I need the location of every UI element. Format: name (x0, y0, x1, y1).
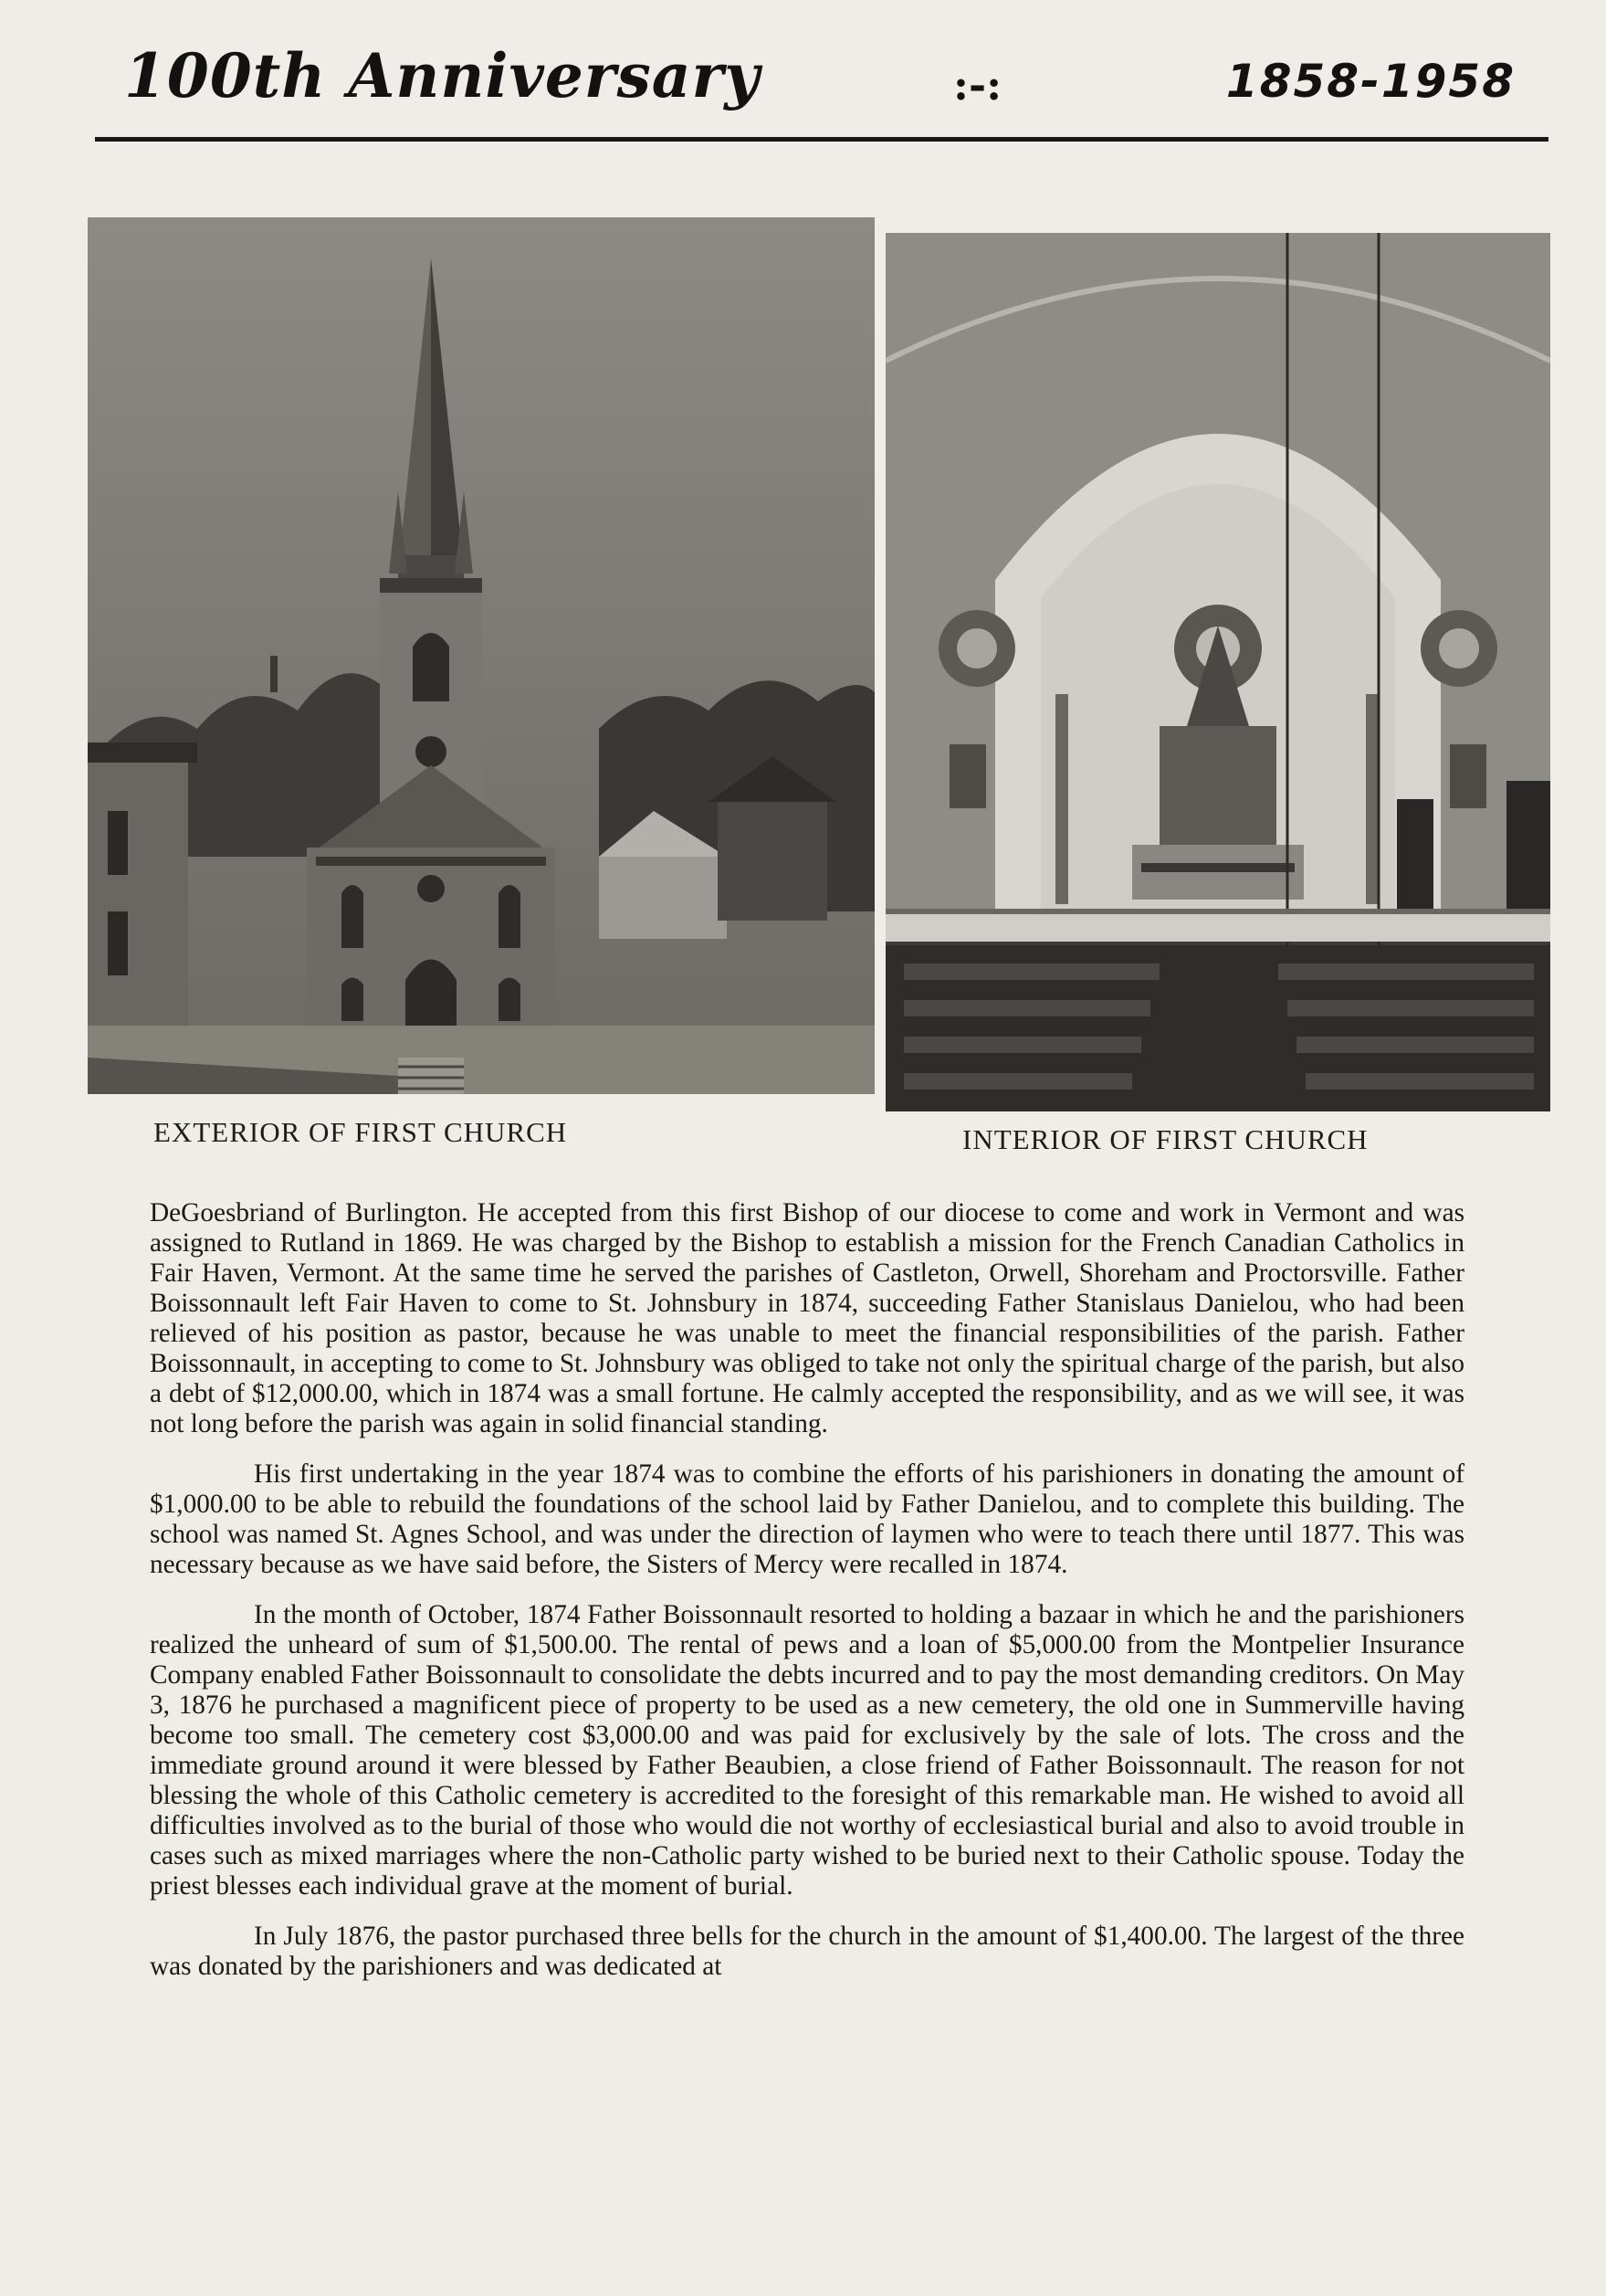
page-header (95, 31, 1548, 141)
body-paragraph: In July 1876, the pastor purchased three bells for the church in the amount of $1,400.00. The largest of the three was donated by the parishioners and was dedicated at (150, 1922, 1464, 1981)
body-paragraph: His first undertaking in the year 1874 was to combine the efforts of his parishioners in donating the amount of $1,000.00 to be able to rebuild the foundations of the school laid by Father Danielou, and to complete this building. The school was named St. Agnes School, and was under the direction of laymen who were to teach there until 1877. This was necessary because as we have said before, the Sisters of Mercy were recalled in 1874. (150, 1459, 1464, 1579)
interior-photo-caption: INTERIOR OF FIRST CHURCH (962, 1123, 1369, 1155)
exterior-church-photo (88, 217, 875, 1094)
interior-church-illustration (886, 233, 1550, 1111)
body-paragraph: In the month of October, 1874 Father Boissonnault resorted to holding a bazaar in which he and the parishioners realized the unheard of sum of $1,500.00. The rental of pews and a loan of $5,000.00 from the Montpelier Insurance Company enabled Father Boissonnault to consolidate the debts incurred and to pay the most demanding creditors. On May 3, 1876 he purchased a magnificent piece of property to be used as a new cemetery, the old one in Summerville having become too small. The cemetery cost $3,000.00 and was paid for exclusively by the sale of lots. The cross and the immediate ground around it were blessed by Father Beaubien, a close friend of Father Boissonnault. The reason for not blessing the whole of this Catholic cemetery is accredited to the foresight of this remarkable man. He wished to avoid all difficulties involved as to the burial of those who would die not worthy of ecclesiastical burial and also to avoid trouble in cases such as mixed marriages where the non-Catholic party wished to be buried next to their Catholic spouse. Today the priest blesses each individual grave at the moment of burial. (150, 1600, 1464, 1901)
header-ornament: :-: (953, 60, 1002, 110)
header-years: 1858-1958 (1225, 55, 1516, 108)
exterior-photo-caption: EXTERIOR OF FIRST CHURCH (153, 1116, 568, 1148)
exterior-church-illustration (88, 217, 875, 1094)
header-title: 100th Anniversary (124, 40, 761, 111)
body-paragraph: DeGoesbriand of Burlington. He accepted from this first Bishop of our diocese to come and work in Vermont and was assigned to Rutland in 1869. He was charged by the Bishop to establish a mission for the French Canadian Catholics in Fair Haven, Vermont. At the same time he served the parishes of Castleton, Orwell, Shoreham and Proctorsville. Father Boissonnault left Fair Haven to come to St. Johnsbury in 1874, succeeding Father Stanislaus Danielou, who had been relieved of his position as pastor, because he was unable to meet the financial responsibilities of the parish. Father Boissonnault, in accepting to come to St. Johnsbury was obliged to take not only the spiritual charge of the parish, but also a debt of $12,000.00, which in 1874 was a small fortune. He calmly accepted the responsibility, and as we will see, it was not long before the parish was again in solid financial standing. (150, 1198, 1464, 1438)
article-body (150, 1198, 1464, 2002)
interior-church-photo (886, 233, 1550, 1111)
header-rule (95, 137, 1548, 142)
